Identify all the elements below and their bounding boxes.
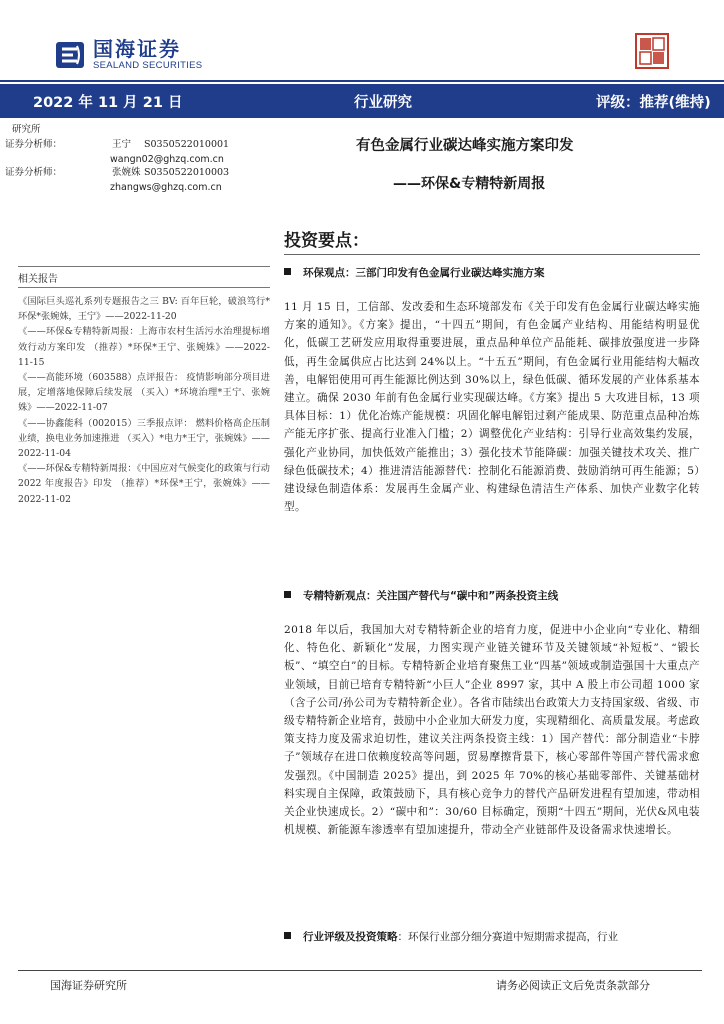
report-banner (0, 84, 724, 118)
bullet-heading-env (284, 265, 545, 280)
bullet-square-icon (284, 591, 291, 598)
logo-chinese-name: 国海证券 (93, 37, 181, 61)
footer-disclaimer: 请务必阅读正文后免责条款部分 (496, 979, 650, 992)
report-title: 有色金属行业碳达峰实施方案印发 (356, 138, 574, 154)
analyst-email[interactable]: zhangws@ghzq.com.cn (110, 182, 222, 193)
analyst-block-2 (5, 165, 265, 197)
analyst-cert: S0350522010001 (144, 139, 230, 150)
sealand-logo-icon (55, 40, 85, 70)
analyst-name: 张婉姝 (112, 167, 141, 178)
bullet-tail-text: ：环保行业部分细分赛道中短期需求提高，行业 (397, 931, 618, 943)
analyst-name: 王宁 (112, 139, 132, 150)
logo-english-name: SEALAND SECURITIES (93, 60, 203, 71)
report-rating: 评级：推荐(维持) (596, 94, 711, 111)
analyst-cert: S0350522010003 (144, 167, 230, 178)
institute-label: 研究所 (12, 124, 41, 135)
paragraph-env: 11 月 15 日，工信部、发改委和生态环境部发布《关于印发有色金属行业碳达峰实施方案的通知》。《方案》提出，“十四五”期间，有色金属产业结构、用能结构明显优化，低碳工艺研发应用取得重要进展，重点品种单位产品能耗、碳排放强度进一步降低，再生金属供应占比达到 24%以上。“十五五”期间，有色金属行业用能结构大幅改善，电解铝使用可再生能源比例达到 30%以上，绿色低碳、循环发展的产业体系基本建立。确保 2030 年前有色金属行业实现碳达峰。《方案》提出 5 大攻进目标，13 项具体目标：1）优化冶炼产能规模：巩固化解电解铝过剩产能成果、防范重点品种冶炼产能无序扩张、提高行业准入门槛；2）调整优化产业结构：引导行业高效集约发展，强化产业协同，加快低效产能推出；3）强化技术节能降碳：加强关键技术攻关、推广绿色低碳技术；4）推进清洁能源替代：控制化石能源消费、鼓励消纳可再生能源；5）建设绿色制造体系：发展再生金属产业、构建绿色清洁生产体系、加快产业数字化转型。 (284, 301, 700, 514)
bullet-text: 环保观点：三部门印发有色金属行业碳达峰实施方案 (303, 267, 545, 279)
bullet-heading-specialized (284, 588, 558, 603)
related-report-item[interactable]: 《——协鑫能科（002015）三季报点评： 燃料价格高企压制业绩，换电业务加速推进 （买入）*电力*王宁，张婉姝》——2022-11-04 (18, 417, 270, 460)
related-report-item[interactable]: 《国际巨头巡礼系列专题报告之三 BV: 百年巨轮，破浪笃行*环保*张婉姝，王宁》——2022-11-20 (18, 296, 270, 323)
banner-top-rule (0, 80, 724, 82)
related-report-item[interactable]: 《——高能环境（603588）点评报告： 疫情影响部分项目进展，定增落地保障后续发展 （买入）*环境治理*王宁、张婉姝》——2022-11-07 (18, 372, 270, 414)
bullet-heading-strategy (284, 929, 700, 944)
footer-rule (18, 970, 702, 971)
bullet-square-icon (284, 932, 291, 939)
related-reports-list (18, 294, 270, 507)
research-seal-icon (634, 32, 670, 70)
report-subtitle: ——环保&专精特新周报 (393, 176, 546, 192)
analyst-label: 证券分析师： (5, 167, 63, 178)
footer-institute: 国海证券研究所 (50, 979, 127, 992)
related-report-item[interactable]: 《——环保&专精特新周报：《中国应对气候变化的政策与行动 2022 年度报告》印发 （推荐）*环保*王宁，张婉姝》——2022-11-02 (18, 463, 270, 505)
report-type: 行业研究 (354, 94, 412, 111)
related-reports-title: 相关报告 (18, 266, 270, 288)
paragraph-specialized: 2018 年以后，我国加大对专精特新企业的培育力度，促进中小企业向“专业化、精细化、特色化、新颖化”发展，力图实现产业链关键环节及关键领域“补短板”、“锻长板”、“填空白”的目标。专精特新企业培育聚焦工业“四基”领域或制造强国十大重点产业领域，目前已培育专精特新“小巨人”企业 8997 家，其中 A 股上市公司超 1000 家（含子公司/孙公司为专精特新企业）。各省市陆续出台政策大力支持国家级、省级、市级专精特新企业培育，鼓励中小企业加大研发力度，实现精细化、高质量发展。考虑政策支持力度及需求迫切性，建议关注两条投资主线：1）国产替代：部分制造业“卡脖子”领域存在进口依赖度较高等问题，贸易摩擦背景下，核心零部件等国产替代需求愈发强烈。《中国制造 2025》提出，到 2025 年 70%的核心基础零部件、关键基础材料实现自主保障，政策鼓励下，具有核心竞争力的替代产品研发进程有望加速，带动相关企业快速成长。2）“碳中和”：30/60 目标确定，预期“十四五”期间，光伏&风电装机规模、新能源车渗透率有望加速提升，带动全产业链部件及设备需求快速增长。 (284, 624, 700, 837)
report-date: 2022 年 11 月 21 日 (33, 94, 183, 111)
bullet-text: 专精特新观点：关注国产替代与“碳中和”两条投资主线 (303, 590, 559, 602)
analyst-email[interactable]: wangn02@ghzq.com.cn (110, 154, 224, 165)
section-heading: 投资要点： (284, 231, 369, 251)
analyst-label: 证券分析师： (5, 139, 63, 150)
section-rule (284, 254, 700, 255)
bullet-square-icon (284, 268, 291, 275)
company-logo (55, 38, 202, 71)
bullet-text: 行业评级及投资策略 (303, 931, 398, 943)
related-report-item[interactable]: 《——环保&专精特新周报：上海市农村生活污水治理提标增效行动方案印发 （推荐）*环保*王宁、张婉姝》——2022-11-15 (18, 326, 270, 368)
